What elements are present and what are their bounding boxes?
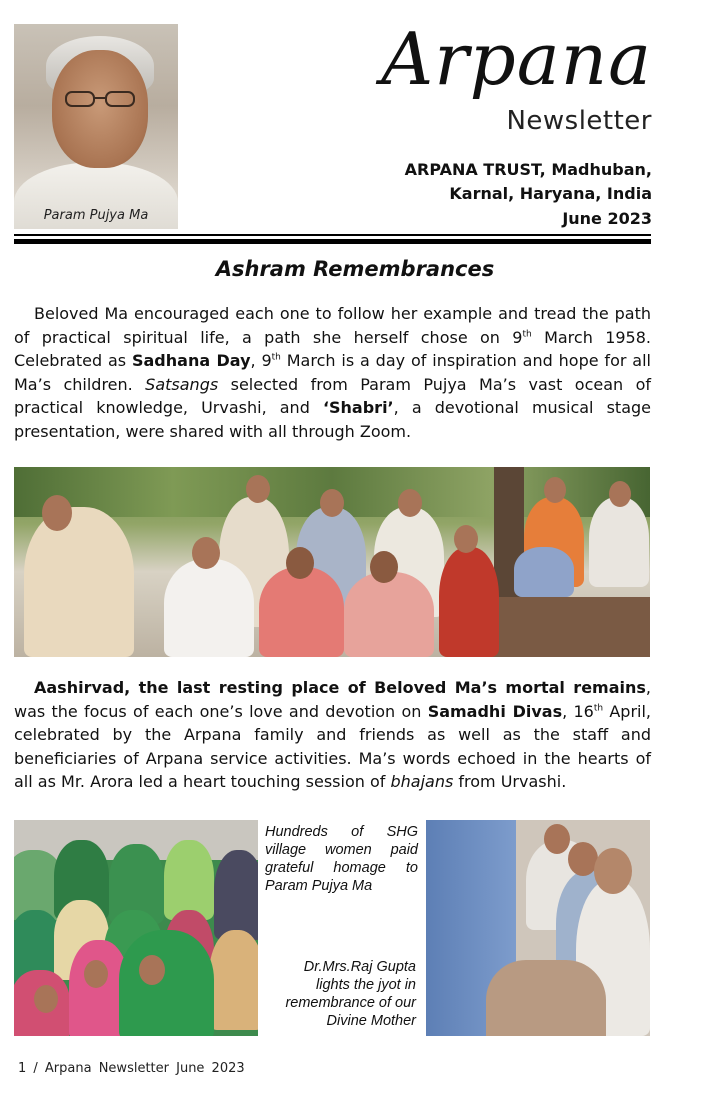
caption-jyot: Dr.Mrs.Raj Gupta lights the jyot in remembrance of our Divine Mother xyxy=(285,959,416,1029)
header-rule-thick xyxy=(14,239,651,244)
section-heading: Ashram Remembrances xyxy=(215,257,495,281)
paragraph-1: Beloved Ma encouraged each one to follow her example and tread the path of practical spiritual life, a path she herself chose on 9th March 1958. Celebrated as Sadhana Day, 9th March is a day of inspiration and hope for all Ma’s children. Satsangs selected from Param Pujya Ma’s vast ocean of practical knowledge, Urvashi, and ‘Shabri’, a devotional musical stage presentation, were shared with all through Zoom. xyxy=(14,304,652,441)
portrait-photo xyxy=(14,24,178,229)
issue-date: June 2023 xyxy=(562,209,652,228)
photo-village-women xyxy=(14,820,258,1036)
header-rule-thin xyxy=(14,234,651,236)
org-line-2: Karnal, Haryana, India xyxy=(449,184,652,203)
page-footer: 1 / Arpana Newsletter June 2023 xyxy=(18,1061,245,1076)
org-line-1: ARPANA TRUST, Madhuban, xyxy=(404,160,652,179)
caption-village-women: Hundreds of SHG village women paid grateful homage to Param Pujya Ma xyxy=(265,824,418,894)
photo-musical-session xyxy=(14,467,650,657)
portrait-caption: Param Pujya Ma xyxy=(43,208,149,223)
photo-lighting-jyot xyxy=(426,820,650,1036)
glasses-shape xyxy=(64,90,136,108)
newsletter-subtitle: Newsletter xyxy=(506,106,652,136)
newsletter-title: Arpana xyxy=(381,17,652,101)
paragraph-2: Aashirvad, the last resting place of Beloved Ma’s mortal remains, was the focus of each one’s love and devotion on Samadhi Divas, 16th April, celebrated by the Arpana family and friends as well as the staff and beneficiaries of Arpana service activities. Ma’s words echoed in the hearts of all as Mr. Arora led a heart touching session of bhajans from Urvashi. xyxy=(14,678,652,791)
